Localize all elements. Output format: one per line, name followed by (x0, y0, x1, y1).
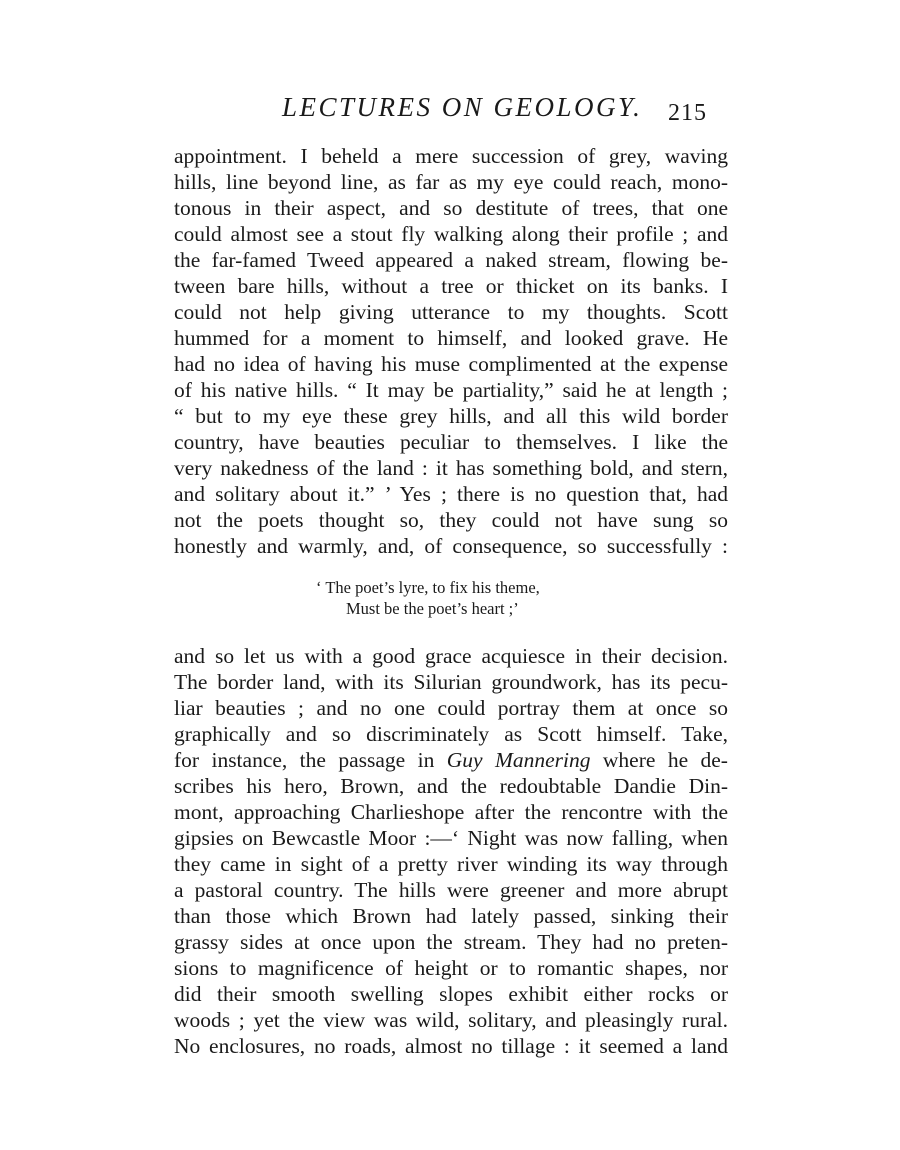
paragraph-after-quote (174, 643, 728, 1059)
book-title-guy-mannering: Guy Mannering (446, 748, 591, 772)
running-title: LECTURES ON GEOLOGY. (282, 92, 643, 122)
text-line: a pastoral country. The hills were greener and more abrupt (174, 878, 728, 902)
text-line: woods ; yet the view was wild, solitary, and pleasingly rural. (174, 1008, 728, 1032)
text-segment: where he de- (590, 748, 728, 772)
text-line: scribes his hero, Brown, and the redoubtable Dandie Din- (174, 774, 728, 798)
text-segment: for instance, the passage in (174, 748, 447, 772)
verse-line: Must be the poet’s heart ;’ (346, 599, 519, 618)
text-line: The border land, with its Silurian groundwork, has its pecu- (174, 670, 728, 694)
running-head (0, 92, 900, 132)
text-line: hummed for a moment to himself, and looked grave. He (174, 326, 728, 350)
text-line: did their smooth swelling slopes exhibit either rocks or (174, 982, 728, 1006)
text-line-with-title (174, 747, 728, 773)
text-line: graphically and so discriminately as Scott himself. Take, (174, 722, 728, 746)
text-line: very nakedness of the land : it has something bold, and stern, (174, 456, 728, 480)
text-line: tonous in their aspect, and so destitute of trees, that one (174, 196, 728, 220)
verse-line: ‘ The poet’s lyre, to fix his theme, (316, 578, 540, 597)
text-line: sions to magnificence of height or to romantic shapes, nor (174, 956, 728, 980)
text-line: appointment. I beheld a mere succession of grey, waving (174, 144, 728, 168)
text-line: tween bare hills, without a tree or thicket on its banks. I (174, 274, 728, 298)
text-line: than those which Brown had lately passed, sinking their (174, 904, 728, 928)
text-line: “ but to my eye these grey hills, and all this wild border (174, 404, 728, 428)
text-line: gipsies on Bewcastle Moor :—‘ Night was now falling, when (174, 826, 728, 850)
text-line: No enclosures, no roads, almost no tillage : it seemed a land (174, 1034, 728, 1058)
text-line: mont, approaching Charlieshope after the rencontre with the (174, 800, 728, 824)
text-line: of his native hills. “ It may be partiality,” said he at length ; (174, 378, 728, 402)
text-line: could almost see a stout fly walking along their profile ; and (174, 222, 728, 246)
text-line: hills, line beyond line, as far as my eye could reach, mono- (174, 170, 728, 194)
text-line: country, have beauties peculiar to themselves. I like the (174, 430, 728, 454)
text-line: had no idea of having his muse complimented at the expense (174, 352, 728, 376)
text-line: grassy sides at once upon the stream. They had no preten- (174, 930, 728, 954)
text-line: not the poets thought so, they could not have sung so (174, 508, 728, 532)
text-line: liar beauties ; and no one could portray them at once so (174, 696, 728, 720)
paragraph-before-quote (174, 143, 728, 559)
text-line: and so let us with a good grace acquiesce in their decision. (174, 644, 728, 668)
page-number: 215 (668, 100, 707, 126)
text-line: they came in sight of a pretty river winding its way through (174, 852, 728, 876)
text-line: could not help giving utterance to my thoughts. Scott (174, 300, 728, 324)
text-line: honestly and warmly, and, of consequence, so successfully : (174, 534, 728, 558)
text-line: the far-famed Tweed appeared a naked stream, flowing be- (174, 248, 728, 272)
text-line: and solitary about it.” ’ Yes ; there is no question that, had (174, 482, 728, 506)
